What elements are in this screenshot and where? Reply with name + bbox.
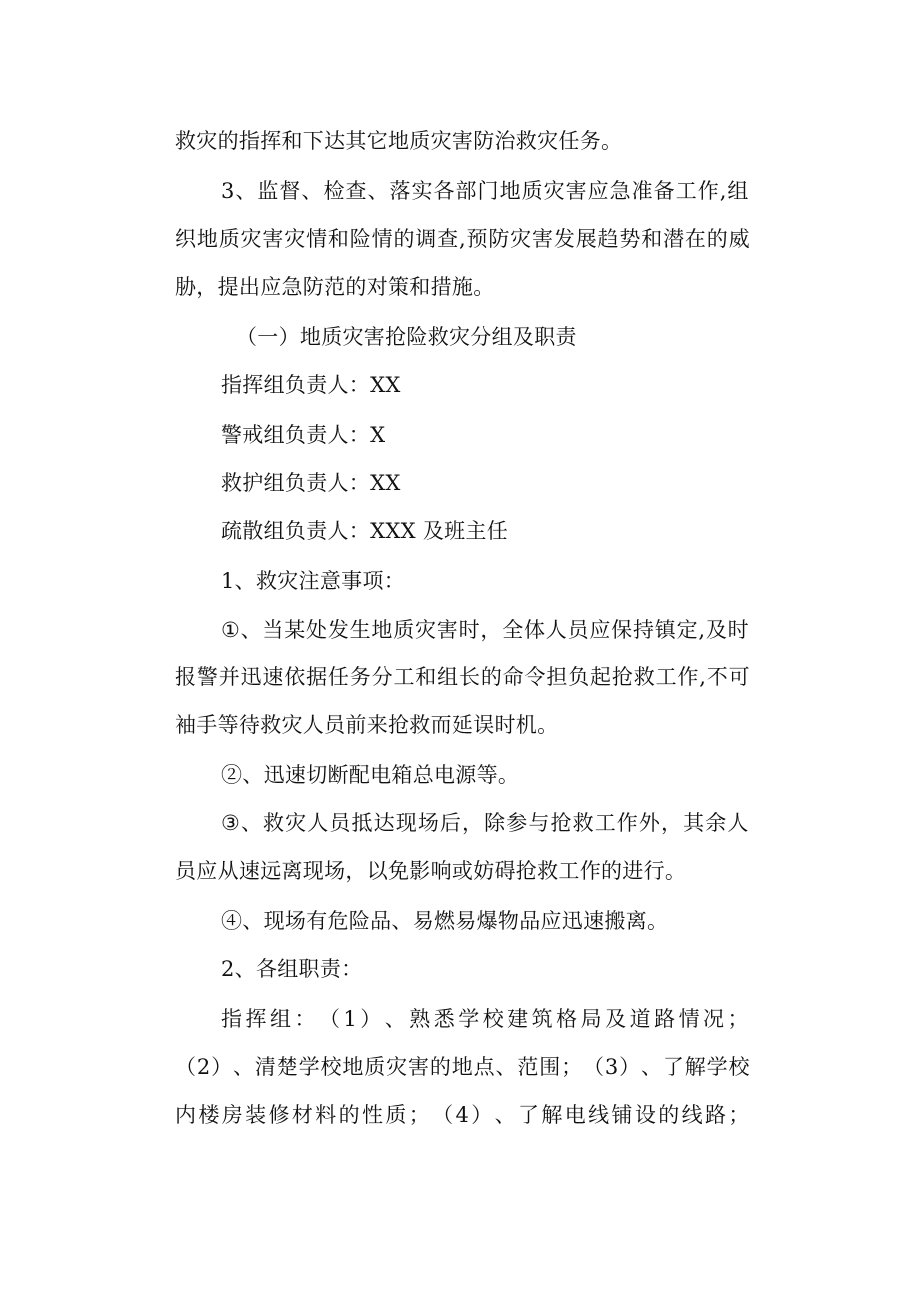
paragraph-line: ②、迅速切断配电箱总电源等。 (221, 763, 520, 787)
paragraph-line: ③ 、 救 灾 人 员 抵 达 现 场 后 ， 除 参 与 抢 救 工 作 外 ， 其 余 人 (221, 811, 749, 835)
paragraph-line: 救护组负责人：XX (221, 471, 401, 495)
paragraph-line: ① 、 当 某 处 发 生 地 质 灾 害 时 ， 全 体 人 员 应 保 持 镇 定 , 及 时 (221, 618, 749, 642)
paragraph-line: 指 挥 组 ： （ 1 ） 、 熟 悉 学 校 建 筑 格 局 及 道 路 情 况 ； (221, 1007, 749, 1031)
paragraph-line: 内 楼 房 装 修 材 料 的 性 质 ； （ 4 ） 、 了 解 电 线 铺 设 的 线 路 ； (175, 1103, 750, 1127)
paragraph-line: 员应从速远离现场，以免影响或妨碍抢救工作的进行。 (175, 859, 687, 883)
paragraph-line: 救灾的指挥和下达其它地质灾害防治救灾任务。 (175, 129, 623, 153)
paragraph-line: 1、救灾注意事项： (221, 569, 406, 593)
paragraph-line: 报 警 并 迅 速 依 据 任 务 分 工 和 组 长 的 命 令 担 负 起 抢 救 工 作 , 不 可 (175, 665, 750, 689)
paragraph-line: 警戒组负责人：X (221, 423, 386, 447)
paragraph-line: 指挥组负责人：XX (221, 373, 401, 397)
paragraph-line: ④、现场有危险品、易燃易爆物品应迅速搬离。 (221, 909, 669, 933)
paragraph-line: 3 、 监 督 、 检 查 、 落 实 各 部 门 地 质 灾 害 应 急 准 备 工 作 , 组 (221, 179, 749, 203)
paragraph-line: （ 2 ） 、 清 楚 学 校 地 质 灾 害 的 地 点 、 范 围 ； （ 3 ） 、 了 解 学 校 (175, 1055, 750, 1079)
paragraph-line: 织 地 质 灾 害 灾 情 和 险 情 的 调 查 , 预 防 灾 害 发 展 趋 势 和 潜 在 的 威 (175, 227, 750, 251)
paragraph-line: 2、各组职责： (221, 957, 363, 981)
section-heading: （一）地质灾害抢险救灾分组及职责 (236, 325, 577, 349)
paragraph-line: 疏散组负责人：XXX 及班主任 (221, 519, 509, 543)
paragraph-line: 胁，提出应急防范的对策和措施。 (175, 275, 495, 299)
paragraph-line: 袖手等待救灾人员前来抢救而延误时机。 (175, 713, 559, 737)
